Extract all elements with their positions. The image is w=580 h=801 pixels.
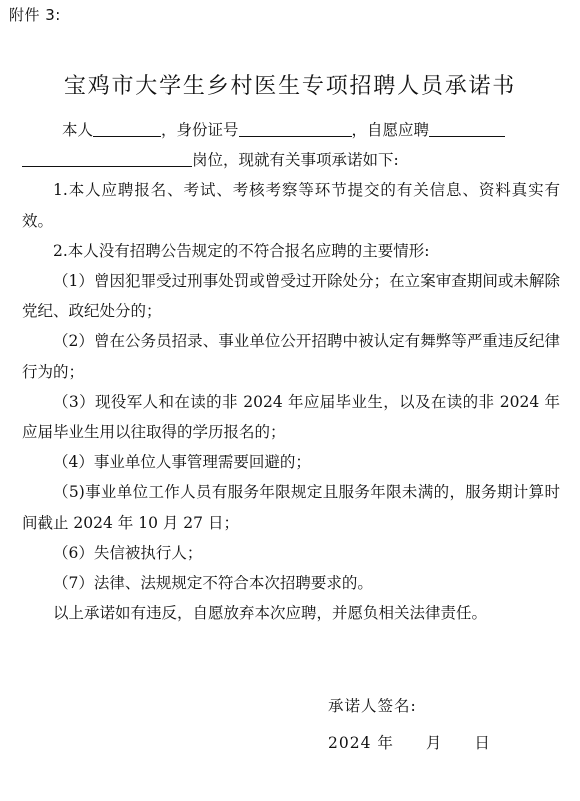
- id-label: ，身份证号: [161, 121, 239, 139]
- date-year: 2024 年: [328, 734, 394, 752]
- sub-clause-1: （1）曾因犯罪受过刑事处罚或曾受过开除处分；在立案审查期间或未解除党纪、政纪处分的；: [22, 272, 560, 321]
- clause-2: 2.本人没有招聘公告规定的不符合报名应聘的主要情形:: [53, 241, 430, 260]
- date-month: 月: [425, 734, 443, 752]
- sub-clause-5: （5)事业单位工作人员有服务年限规定且服务年限未满的，服务期计算时间截止 2024 年 10 月 27 日；: [22, 483, 560, 532]
- document-body: [22, 115, 560, 628]
- id-number-blank[interactable]: [239, 120, 352, 137]
- clause-1: 1.本人应聘报名、考试、考核考察等环节提交的有关信息、资料真实有效。: [22, 181, 560, 230]
- closing-statement: 以上承诺如有违反，自愿放弃本次应聘，并愿负相关法律责任。: [53, 604, 488, 623]
- sub-clause-4: （4）事业单位人事管理需要回避的；: [53, 453, 311, 472]
- attachment-label: 附件 3:: [9, 6, 61, 24]
- apply-blank[interactable]: [429, 120, 505, 137]
- position-blank[interactable]: [22, 150, 192, 167]
- position-line: [22, 145, 560, 175]
- name-label: 本人: [62, 121, 94, 139]
- sub-clause-7: （7）法律、法规规定不符合本次招聘要求的。: [53, 574, 373, 593]
- intro-line: [22, 115, 560, 145]
- sub-clause-3: （3）现役军人和在读的非 2024 年应届毕业生，以及在读的非 2024 年应届毕业生用以往取得的学历报名的；: [22, 392, 560, 442]
- apply-label: ，自愿应聘: [351, 121, 430, 139]
- sub-clause-2: （2）曾在公务员招录、事业单位公开招聘中被认定有舞弊等严重违反纪律行为的；: [22, 332, 560, 381]
- document-title: 宝鸡市大学生乡村医生专项招聘人员承诺书: [63, 73, 517, 99]
- signature-date: [328, 731, 509, 753]
- name-blank[interactable]: [93, 120, 161, 137]
- sub-clause-6: （6）失信被执行人；: [53, 543, 203, 562]
- date-day: 日: [474, 734, 491, 752]
- position-label: 岗位，现就有关事项承诺如下:: [192, 151, 399, 170]
- signature-label: 承诺人签名:: [328, 697, 417, 715]
